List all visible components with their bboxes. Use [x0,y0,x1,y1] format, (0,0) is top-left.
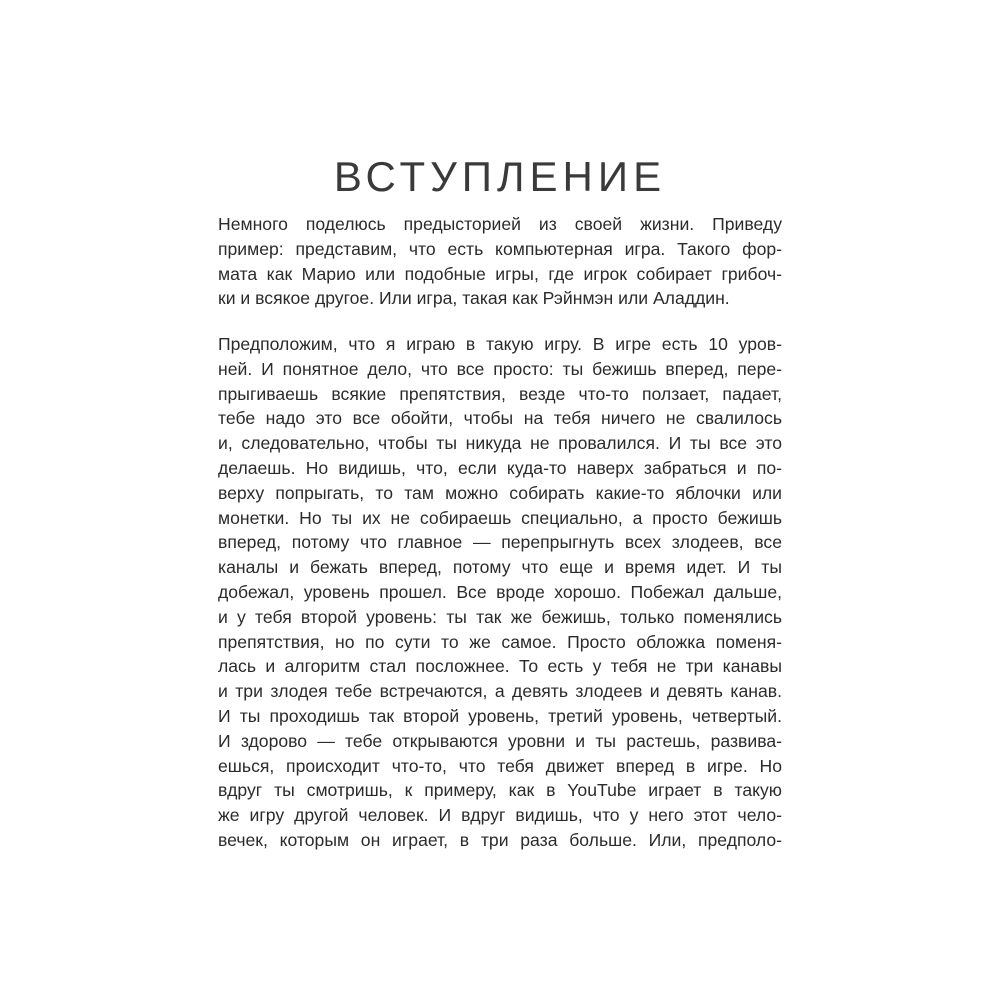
paragraph-2 [218,332,782,853]
text-line: ешься, происходит что-то, что тебя движет вперед в игре. Но [218,755,782,776]
chapter-title: ВСТУПЛЕНИЕ [333,153,667,200]
text-line: добежал, уровень прошел. Все вроде хорошо. Побежал дальше, [218,581,782,602]
text-line: И ты проходишь так второй уровень, третий уровень, четвертый. [218,705,782,726]
text-line: лась и алгоритм стал посложнее. То есть у тебя не три канавы [218,656,782,677]
text-line: мата как Марио или подобные игры, где игрок собирает грибоч- [218,263,782,284]
text-line: каналы и бежать вперед, потому что еще и время идет. И ты [218,557,782,578]
text-line: вперед, потому что главное — перепрыгнуть всех злодеев, все [218,532,782,553]
text-line: верху попрыгать, то там можно собирать какие-то яблочки или [218,482,782,503]
text-line: пример: представим, что есть компьютерная игра. Такого фор- [218,238,782,259]
text-line: тебе надо это все обойти, чтобы на тебя ничего не свалилось [218,408,782,429]
text-line: Предположим, что я играю в такую игру. В игре есть 10 уров- [218,334,782,354]
text-line: вечек, которым он играет, в три раза больше. Или, предполо- [218,829,782,850]
text-line: прыгиваешь всякие препятствия, везде что-то ползает, падает, [218,383,782,404]
text-line: монетки. Но ты их не собираешь специально, а просто бежишь [218,507,782,528]
text-line: же игру другой человек. И вдруг видишь, что у него этот чело- [218,805,782,826]
text-line: ней. И понятное дело, что все просто: ты бежишь вперед, пере- [218,358,782,379]
text-line: и у тебя второй уровень: ты так же бежишь, только поменялись [218,606,782,627]
text-line: Немного поделюсь предысторией из своей жизни. Приведу [218,214,782,234]
text-line: вдруг ты смотришь, к примеру, как в YouTube играет в такую [218,780,782,801]
paragraph-1 [218,212,782,311]
text-line: препятствия, но по сути то же самое. Просто обложка поменя- [218,631,782,652]
text-line: и три злодея тебе встречаются, а девять злодеев и девять канав. [218,681,782,702]
text-line: и, следовательно, чтобы ты никуда не провалился. И ты все это [218,433,782,454]
text-line: ки и всякое другое. Или игра, такая как Рэйнмэн или Аладдин. [218,288,730,309]
text-line: делаешь. Но видишь, что, если куда-то наверх забраться и по- [218,457,782,478]
text-line: И здорово — тебе открываются уровни и ты растешь, развива- [218,730,782,751]
